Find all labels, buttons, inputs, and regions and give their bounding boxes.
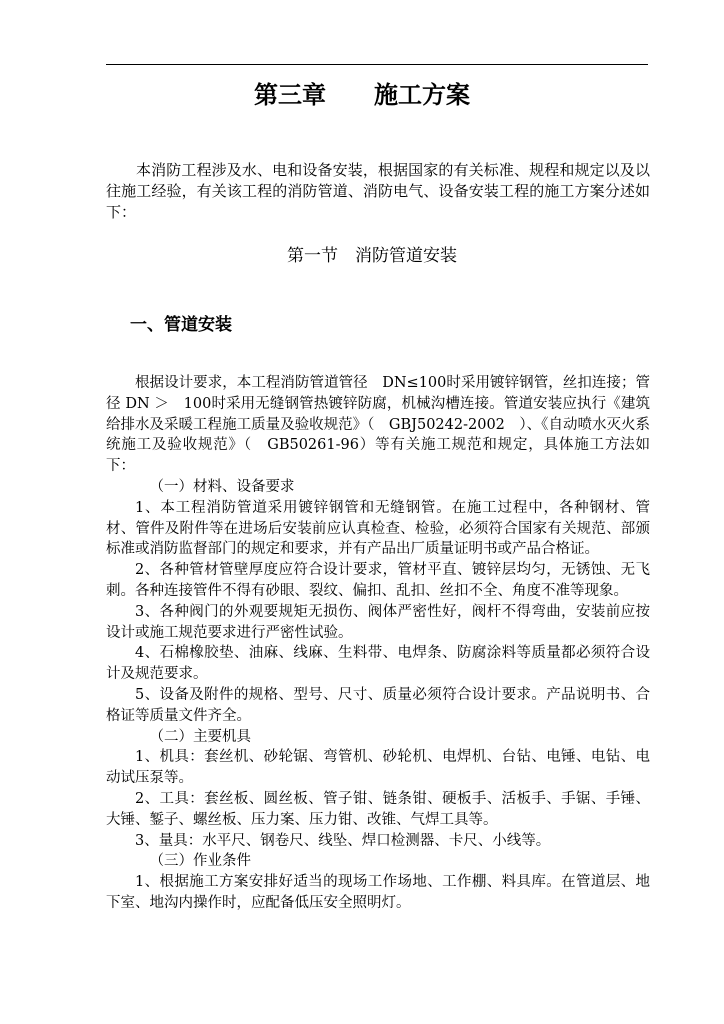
list-item: 1、根据施工方案安排好适当的现场工作场地、工作棚、料具库。在管道层、地下室、地沟内操作时，应配备低压安全照明灯。 [106, 874, 650, 911]
subsection-title: 一、管道安装 [130, 315, 232, 335]
section-title: 第一节 消防管道安装 [287, 246, 457, 266]
list-item: 1、机具：套丝机、砂轮锯、弯管机、砂轮机、电焊机、台钻、电锤、电钻、电动试压泵等。 [106, 749, 650, 787]
list-item: 4、石棉橡胶垫、油麻、线麻、生料带、电焊条、防腐涂料等质量都必须符合设计及规范要求。 [106, 645, 650, 683]
intro-text: 本消防工程涉及水、电和设备安装，根据国家的有关标准、规程和规定以及以往施工经验，有关该工程的消防管道、消防电气、设备安装工程的施工方案分述如下： [106, 161, 650, 221]
list-item: 3、各种阀门的外观要规矩无损伤、阀体严密性好，阀杆不得弯曲，安装前应按设计或施工规范要求进行严密性试验。 [106, 603, 650, 641]
header-rule [106, 64, 648, 65]
list-item: 5、设备及附件的规格、型号、尺寸、质量必须符合设计要求。产品说明书、合格证等质量文件齐全。 [106, 686, 650, 724]
chapter-title: 第三章 施工方案 [254, 81, 470, 109]
list-item: 1、本工程消防管道采用镀锌钢管和无缝钢管。在施工过程中，各种钢材、管材、管件及附件等在进场后安装前应认真检查、检验，必须符合国家有关规范、部颁标准或消防监督部门的规定和要求，并有产品出厂质量证明书或产品合格证。 [106, 499, 650, 558]
list-item: 2、各种管材管壁厚度应符合设计要求，管材平直、镀锌层均匀，无锈蚀、无飞刺。各种连接管件不得有砂眼、裂纹、偏扣、乱扣、丝扣不全、角度不准等现象。 [106, 562, 650, 599]
heading-materials: （一）材料、设备要求 [149, 478, 295, 495]
body-text [106, 373, 650, 914]
list-item: 2、工具：套丝板、圆丝板、管子钳、链条钳、硬板手、活板手、手锯、手锤、大锤、錾子、螺丝板、压力案、压力钳、改锥、气焊工具等。 [106, 790, 650, 828]
intro-paragraph [106, 160, 650, 223]
heading-conditions: （三）作业条件 [149, 853, 251, 870]
paragraph-overview: 根据设计要求，本工程消防管道管径 DN≤100时采用镀锌钢管，丝扣连接；管径 DN ＞ 100时采用无缝钢管热镀锌防腐，机械沟槽连接。管道安装应执行《建筑给排水及采暖工程施工质量及验收规范》（ GBJ50242-2002 ）、《自动喷水灭火系统施工及验收规范》（ GB50261-96）等有关施工规范和规定，具体施工方法如下： [106, 375, 650, 475]
list-item: 3、量具：水平尺、钢卷尺、线坠、焊口检测器、卡尺、小线等。 [135, 832, 551, 849]
heading-tools: （二）主要机具 [149, 728, 251, 745]
